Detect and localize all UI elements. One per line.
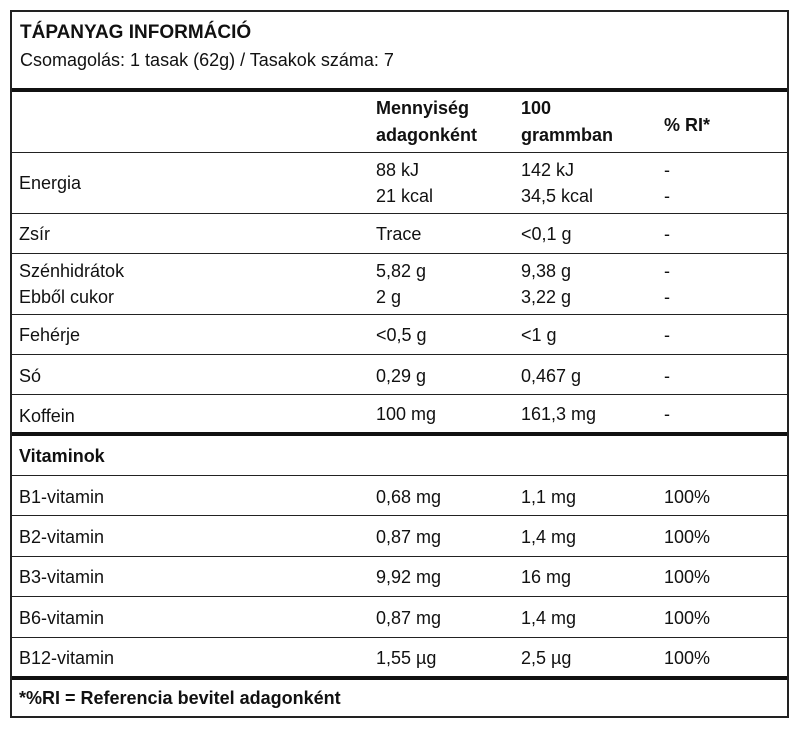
vitamin-name-b2: B2-vitamin (19, 527, 105, 547)
nutrient-name-energy: Energia (19, 173, 82, 193)
col-header-per-100g-1: 100 (521, 98, 552, 118)
vitamin-name-b3: B3-vitamin (19, 567, 105, 587)
caffeine-ri: - (664, 404, 670, 424)
row-divider (12, 515, 787, 516)
header-divider (12, 88, 787, 92)
col-header-per-serving-2: adagonként (376, 125, 478, 145)
vitamin-name-b6: B6-vitamin (19, 608, 105, 628)
footer-divider (12, 676, 787, 680)
energy-per100-kj: 142 kJ (521, 160, 575, 180)
vitamin-b3-per100: 16 mg (521, 567, 572, 587)
salt-serving: 0,29 g (376, 366, 427, 386)
vitamin-b6-serving: 0,87 mg (376, 608, 442, 628)
caffeine-serving: 100 mg (376, 404, 437, 424)
panel-subtitle: Csomagolás: 1 tasak (62g) / Tasakok száma: 7 (20, 50, 394, 70)
carbs-serving: 5,82 g (376, 261, 427, 281)
nutrient-name-carbs: Szénhidrátok (19, 261, 125, 281)
sugars-ri: - (664, 287, 670, 307)
row-divider (12, 253, 787, 254)
row-divider (12, 152, 787, 153)
nutrient-name-sugars: Ebből cukor (19, 287, 115, 307)
carbs-ri: - (664, 261, 670, 281)
vitamin-b3-serving: 9,92 mg (376, 567, 442, 587)
vitamin-b3-ri: 100% (664, 567, 711, 587)
carbs-per100: 9,38 g (521, 261, 572, 281)
nutrition-facts-panel (10, 10, 789, 718)
vitamin-b2-ri: 100% (664, 527, 711, 547)
sugars-serving: 2 g (376, 287, 402, 307)
row-divider (12, 213, 787, 214)
row-divider (12, 354, 787, 355)
vitamin-b12-per100: 2,5 µg (521, 648, 572, 668)
protein-per100: <1 g (521, 325, 557, 345)
vitamin-b12-ri: 100% (664, 648, 711, 668)
fat-serving: Trace (376, 224, 422, 244)
fat-per100: <0,1 g (521, 224, 572, 244)
vitamin-b1-ri: 100% (664, 487, 711, 507)
vitamin-b6-ri: 100% (664, 608, 711, 628)
energy-serving-kj: 88 kJ (376, 160, 420, 180)
row-divider (12, 556, 787, 557)
nutrient-name-fat: Zsír (19, 224, 50, 244)
row-divider (12, 394, 787, 395)
vitamin-name-b1: B1-vitamin (19, 487, 105, 507)
row-divider (12, 596, 787, 597)
row-divider (12, 637, 787, 638)
row-divider (12, 475, 787, 476)
salt-per100: 0,467 g (521, 366, 582, 386)
section-divider (12, 432, 787, 436)
sugars-per100: 3,22 g (521, 287, 572, 307)
caffeine-per100: 161,3 mg (521, 404, 597, 424)
col-header-ri: % RI* (664, 115, 711, 135)
vitamins-heading: Vitaminok (19, 446, 105, 466)
panel-header (20, 22, 394, 71)
vitamin-b1-serving: 0,68 mg (376, 487, 442, 507)
energy-ri-kcal: - (664, 186, 670, 206)
vitamin-name-b12: B12-vitamin (19, 648, 115, 668)
fat-ri: - (664, 224, 670, 244)
col-header-per-100g-2: grammban (521, 125, 614, 145)
protein-serving: <0,5 g (376, 325, 427, 345)
footnote: *%RI = Referencia bevitel adagonként (19, 688, 341, 708)
row-divider (12, 314, 787, 315)
nutrient-name-salt: Só (19, 366, 42, 386)
panel-title: TÁPANYAG INFORMÁCIÓ (20, 22, 252, 43)
vitamin-b6-per100: 1,4 mg (521, 608, 577, 628)
energy-serving-kcal: 21 kcal (376, 186, 434, 206)
protein-ri: - (664, 325, 670, 345)
vitamin-b2-per100: 1,4 mg (521, 527, 577, 547)
col-header-per-serving-1: Mennyiség (376, 98, 470, 118)
vitamin-b2-serving: 0,87 mg (376, 527, 442, 547)
energy-ri-kj: - (664, 160, 670, 180)
nutrient-name-caffeine: Koffein (19, 406, 75, 426)
nutrient-name-protein: Fehérje (19, 325, 81, 345)
salt-ri: - (664, 366, 670, 386)
vitamin-b12-serving: 1,55 µg (376, 648, 437, 668)
vitamin-b1-per100: 1,1 mg (521, 487, 577, 507)
energy-per100-kcal: 34,5 kcal (521, 186, 594, 206)
